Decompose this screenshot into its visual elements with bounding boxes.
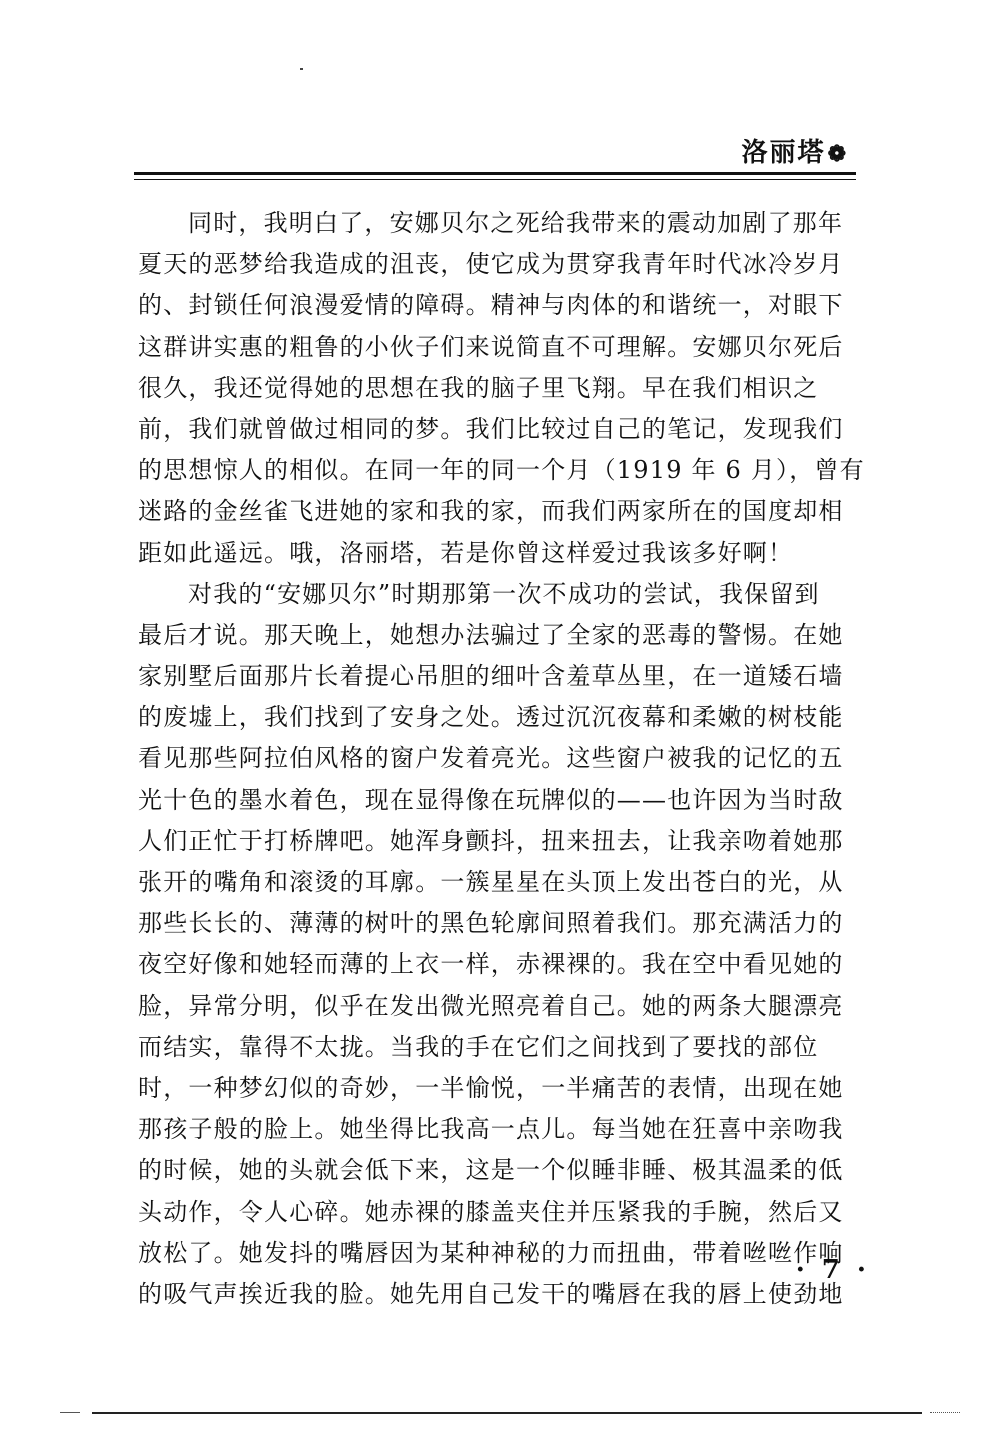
text-line: 的废墟上，我们找到了安身之处。透过沉沉夜幕和柔嫩的树枝能	[138, 703, 844, 732]
text-line: 的思想惊人的相似。在同一年的同一个月（1919 年 6 月），曾有	[138, 456, 865, 485]
body-text	[138, 203, 878, 1315]
text-line: 光十色的墨水着色，现在显得像在玩牌似的——也许因为当时敌	[138, 785, 844, 814]
header-rule-thick	[134, 172, 856, 175]
text-line: 时，一种梦幻似的奇妙，一半愉悦，一半痛苦的表情，出现在她	[138, 1073, 844, 1102]
text-line: 迷路的金丝雀飞进她的家和我的家，而我们两家所在的国度却相	[138, 497, 844, 526]
running-header	[742, 132, 848, 169]
text-line: 夜空好像和她轻而薄的上衣一样，赤裸裸的。我在空中看见她的	[138, 950, 844, 979]
page-number: · 7 ·	[795, 1255, 870, 1285]
text-line: 而结实，靠得不太拢。当我的手在它们之间找到了要找的部位	[138, 1032, 819, 1061]
text-line: 张开的嘴角和滚烫的耳廓。一簇星星在头顶上发出苍白的光，从	[138, 868, 844, 896]
text-line: 同时，我明白了，安娜贝尔之死给我带来的震动加剧了那年	[188, 209, 844, 237]
flower-ornament-icon: ❁	[827, 141, 848, 167]
text-line: 很久，我还觉得她的思想在我的脑子里飞翔。早在我们相识之	[138, 373, 819, 402]
footer-dash	[60, 1412, 80, 1413]
text-line: 那些长长的、薄薄的树叶的黑色轮廓间照着我们。那充满活力的	[138, 909, 844, 938]
footer-rule	[92, 1412, 922, 1414]
scan-speck	[300, 68, 303, 70]
text-line: 最后才说。那天晚上，她想办法骗过了全家的恶毒的警惕。在她	[138, 620, 844, 649]
running-header-title: 洛丽塔	[741, 138, 826, 168]
text-line: 前，我们就曾做过相同的梦。我们比较过自己的笔记，发现我们	[138, 414, 844, 443]
footer-dots	[930, 1412, 960, 1414]
text-line: 这群讲实惠的粗鲁的小伙子们来说简直不可理解。安娜贝尔死后	[138, 332, 844, 361]
text-line: 人们正忙于打桥牌吧。她浑身颤抖，扭来扭去，让我亲吻着她那	[138, 826, 844, 855]
header-rule-thin	[134, 179, 856, 180]
text-line: 的、封锁任何浪漫爱情的障碍。精神与肉体的和谐统一，对眼下	[138, 291, 844, 320]
text-line: 距如此遥远。哦，洛丽塔，若是你曾这样爱过我该多好啊！	[138, 538, 794, 567]
text-line: 头动作，令人心碎。她赤裸的膝盖夹住并压紧我的手腕，然后又	[138, 1197, 844, 1226]
text-line: 脸，异常分明，似乎在发出微光照亮着自己。她的两条大腿漂亮	[138, 991, 844, 1020]
text-line: 的吸气声挨近我的脸。她先用自己发干的嘴唇在我的唇上使劲地	[138, 1279, 844, 1308]
text-line: 放松了。她发抖的嘴唇因为某种神秘的力而扭曲，带着咝咝作响	[138, 1238, 844, 1267]
text-line: 的时候，她的头就会低下来，这是一个似睡非睡、极其温柔的低	[138, 1156, 844, 1185]
text-line: 看见那些阿拉伯风格的窗户发着亮光。这些窗户被我的记忆的五	[138, 744, 844, 773]
text-line: 对我的“安娜贝尔”时期那第一次不成功的尝试，我保留到	[188, 579, 820, 608]
text-line: 那孩子般的脸上。她坐得比我高一点儿。每当她在狂喜中亲吻我	[138, 1115, 844, 1144]
text-line: 夏天的恶梦给我造成的沮丧，使它成为贯穿我青年时代冰冷岁月	[138, 250, 844, 279]
text-line: 家别墅后面那片长着提心吊胆的细叶含羞草丛里，在一道矮石墙	[138, 662, 844, 691]
